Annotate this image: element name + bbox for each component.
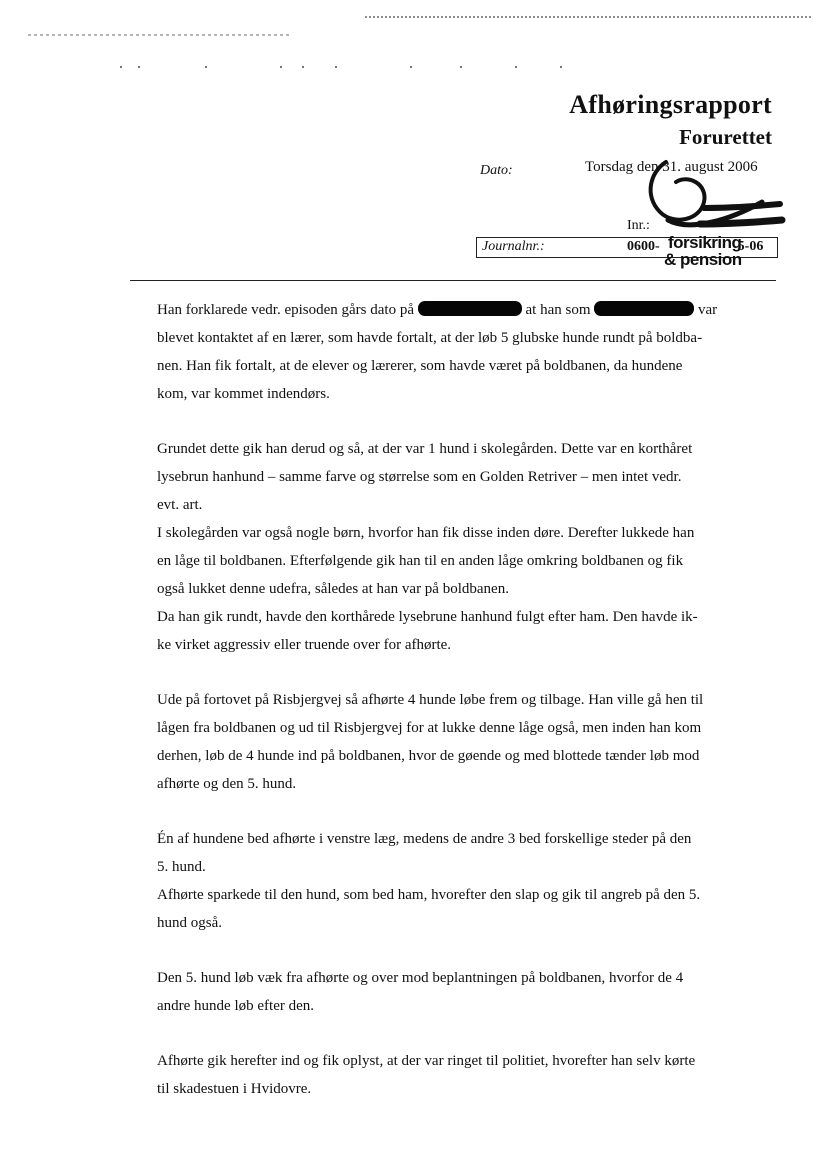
- text-line: hund også.: [157, 915, 222, 931]
- text-line: nen. Han fik fortalt, at de elever og lærerer, som havde været på boldbanen, da hundene: [157, 358, 683, 374]
- paragraph-2: [157, 435, 763, 659]
- logo-text-line2: & pension: [664, 250, 742, 269]
- date-value: Torsdag den 31. august 2006: [585, 159, 758, 175]
- paragraph-1: [157, 296, 763, 408]
- text-line: til skadestuen i Hvidovre.: [157, 1081, 312, 1097]
- text-line: evt. art.: [157, 497, 203, 513]
- text-line: en låge til boldbanen. Efterfølgende gik han til en anden låge omkring boldbanen og fik: [157, 553, 684, 569]
- inr-label: Inr.:: [627, 218, 650, 233]
- date-label: Dato:: [480, 163, 513, 178]
- report-subtitle: Forurettet: [679, 125, 772, 149]
- text-line: blevet kontaktet af en lærer, som havde fortalt, at der løb 5 glubske hunde rundt på boldba-: [157, 330, 703, 346]
- header-divider: [130, 280, 776, 281]
- text-line: Grundet dette gik han derud og så, at der var 1 hund i skolegården. Dette var en korthåret: [157, 441, 693, 457]
- text-line: 5. hund.: [157, 859, 206, 875]
- report-title: Afhøringsrapport: [569, 90, 772, 119]
- text-line: Ude på fortovet på Risbjergvej så afhørte 4 hunde løbe frem og tilbage. Han ville gå hen til: [157, 692, 704, 708]
- text-line: Han forklarede vedr. episoden gårs dato på: [157, 302, 418, 318]
- scan-artifact: [0, 0, 826, 80]
- paragraph-5: [157, 964, 763, 1020]
- text-line: Afhørte gik herefter ind og fik oplyst, at der var ringet til politiet, hvorefter han selv kørte: [157, 1053, 696, 1069]
- text-line: at han som: [521, 302, 595, 318]
- text-line: Afhørte sparkede til den hund, som bed ham, hvorefter den slap og gik til angreb på den 5.: [157, 887, 701, 903]
- text-line: også lukket denne udefra, således at han var på boldbanen.: [157, 581, 509, 597]
- text-line: Da han gik rundt, havde den korthårede lysebrune hanhund fulgt efter ham. Den havde ik-: [157, 609, 698, 625]
- paragraph-3: [157, 686, 763, 798]
- text-line: lågen fra boldbanen og ud til Risbjergvej for at lukke denne låge også, men inden han kom: [157, 720, 702, 736]
- text-line: ke virket aggressiv eller truende over for afhørte.: [157, 637, 452, 653]
- redaction-bar: [418, 301, 522, 316]
- journal-value-prefix: 0600-: [627, 239, 660, 254]
- journal-value-suffix: 5-06: [737, 239, 764, 254]
- journal-label: Journalnr.:: [482, 239, 545, 254]
- paragraph-4: [157, 825, 763, 937]
- text-line: kom, var kommet indendørs.: [157, 386, 330, 402]
- logo-text-line1: forsikring: [668, 233, 742, 252]
- text-line: I skolegården var også nogle børn, hvorfor han fik disse inden døre. Derefter lukkede han: [157, 525, 695, 541]
- paragraph-6: [157, 1047, 763, 1103]
- text-line: andre hunde løb efter den.: [157, 998, 315, 1014]
- statement-body: [157, 296, 763, 1103]
- text-line: derhen, løb de 4 hunde ind på boldbanen, hvor de gøende og med blottede tænder løb mod: [157, 748, 700, 764]
- text-line: Den 5. hund løb væk fra afhørte og over mod beplantningen på boldbanen, hvorfor de 4: [157, 970, 684, 986]
- text-line: var: [694, 302, 718, 318]
- text-line: lysebrun hanhund – samme farve og størrelse som en Golden Retriver – men intet vedr.: [157, 469, 682, 485]
- text-line: Én af hundene bed afhørte i venstre læg, medens de andre 3 bed forskellige steder på den: [157, 831, 692, 847]
- text-line: afhørte og den 5. hund.: [157, 776, 297, 792]
- redaction-bar: [594, 301, 694, 316]
